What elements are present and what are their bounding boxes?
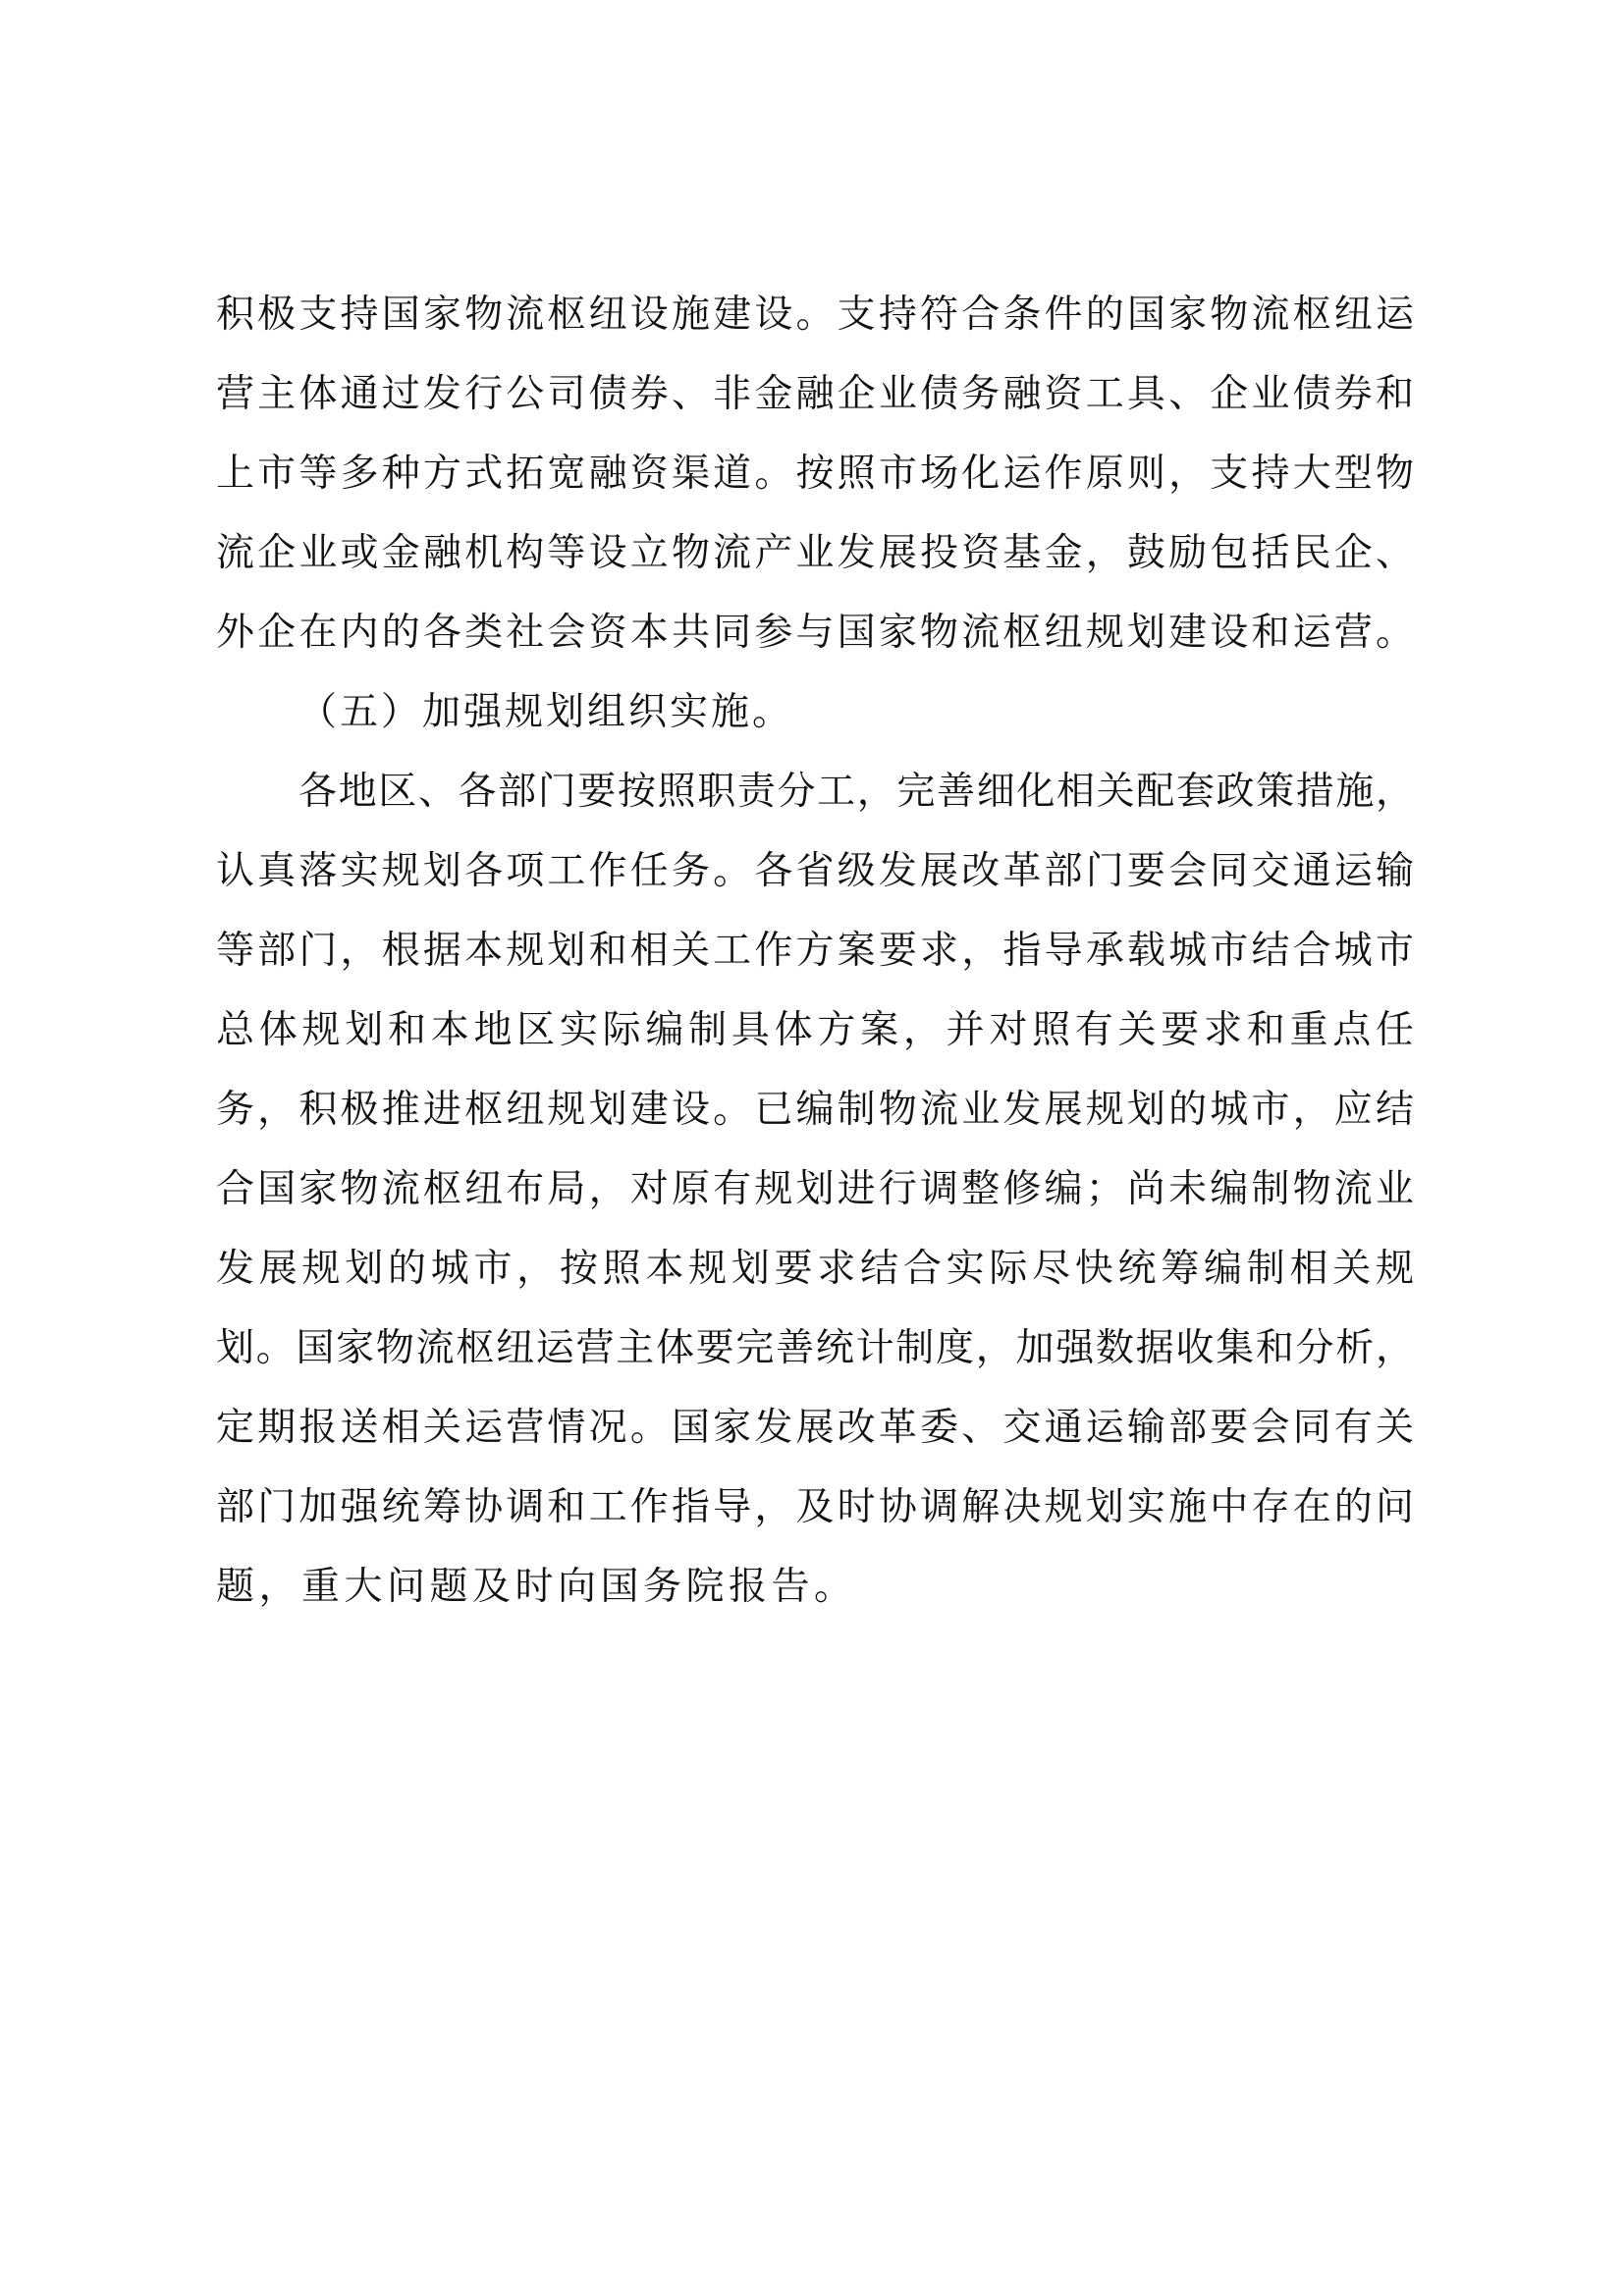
- paragraph-line: 积极支持国家物流枢纽设施建设。支持符合条件的国家物流枢纽运: [216, 293, 1414, 337]
- paragraph-line: 合国家物流枢纽布局，对原有规划进行调整修编；尚未编制物流业: [216, 1167, 1414, 1211]
- section-heading: （五）加强规划组织实施。: [298, 690, 794, 734]
- paragraph-line: 等部门，根据本规划和相关工作方案要求，指导承载城市结合城市: [216, 929, 1414, 973]
- paragraph-line: 各地区、各部门要按照职责分工，完善细化相关配套政策措施，: [298, 770, 1414, 814]
- paragraph-line: 发展规划的城市，按照本规划要求结合实际尽快统筹编制相关规: [216, 1247, 1414, 1291]
- paragraph-line: 营主体通过发行公司债券、非金融企业债务融资工具、企业债券和: [216, 372, 1414, 416]
- paragraph-line: 流企业或金融机构等设立物流产业发展投资基金，鼓励包括民企、: [216, 531, 1414, 575]
- paragraph-line: 外企在内的各类社会资本共同参与国家物流枢纽规划建设和运营。: [216, 611, 1414, 655]
- paragraph-line: 题，重大问题及时向国务院报告。: [216, 1565, 857, 1609]
- paragraph-line: 划。国家物流枢纽运营主体要完善统计制度，加强数据收集和分析，: [216, 1326, 1414, 1370]
- paragraph-line: 总体规划和本地区实际编制具体方案，并对照有关要求和重点任: [216, 1008, 1414, 1052]
- paragraph-line: 上市等多种方式拓宽融资渠道。按照市场化运作原则，支持大型物: [216, 452, 1414, 496]
- paragraph-line: 务，积极推进枢纽规划建设。已编制物流业发展规划的城市，应结: [216, 1088, 1414, 1132]
- paragraph-line: 部门加强统筹协调和工作指导，及时协调解决规划实施中存在的问: [216, 1485, 1414, 1529]
- paragraph-line: 认真落实规划各项工作任务。各省级发展改革部门要会同交通运输: [216, 849, 1414, 893]
- document-body: [216, 275, 1414, 1627]
- paragraph-line: 定期报送相关运营情况。国家发展改革委、交通运输部要会同有关: [216, 1406, 1414, 1450]
